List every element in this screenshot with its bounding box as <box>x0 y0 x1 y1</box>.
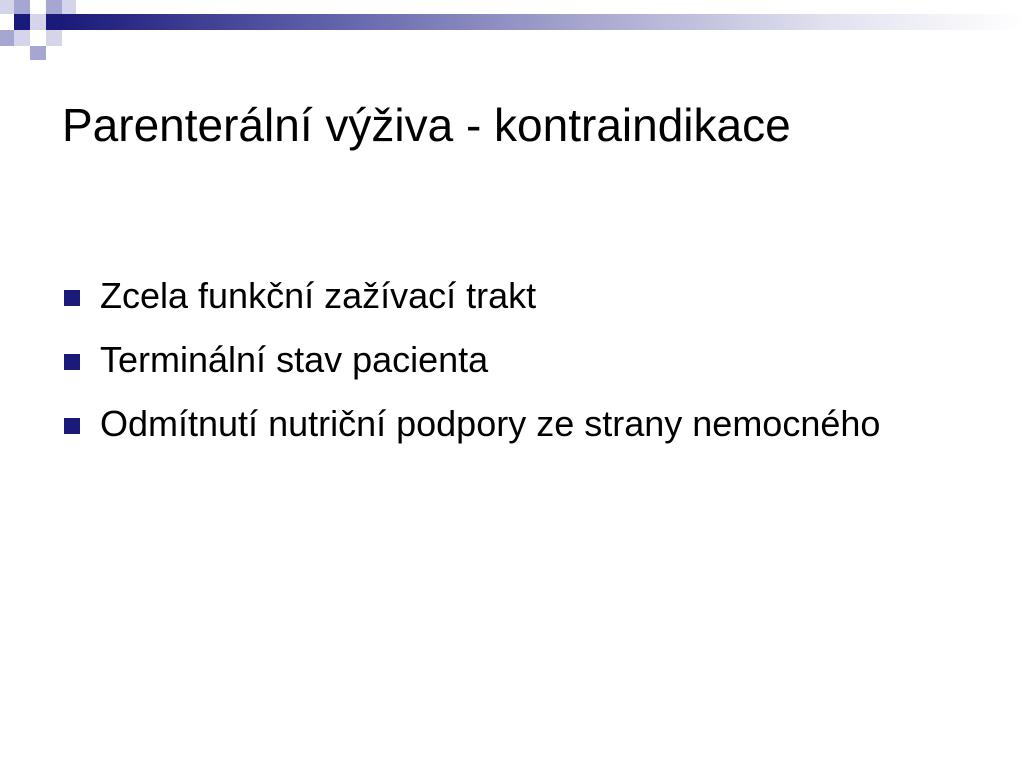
square-bullet-icon <box>64 418 80 434</box>
deco-square <box>46 0 62 14</box>
square-bullet-icon <box>64 354 80 370</box>
square-bullet-icon <box>64 290 80 306</box>
deco-square <box>0 0 14 14</box>
deco-square <box>30 14 46 30</box>
deco-square <box>14 14 30 30</box>
header-gradient-bar <box>62 14 1024 30</box>
deco-square <box>62 0 76 14</box>
bullet-list <box>62 272 962 464</box>
deco-square <box>0 30 14 46</box>
deco-square <box>14 30 30 46</box>
bullet-text: Terminální stav pacienta <box>100 339 489 380</box>
deco-square <box>46 14 62 30</box>
deco-square <box>46 30 62 46</box>
deco-square <box>30 46 46 60</box>
bullet-text: Odmítnutí nutriční podpory ze strany nemocného <box>100 403 881 444</box>
bullet-item <box>62 272 962 320</box>
deco-square <box>14 0 30 14</box>
bullet-item <box>62 336 962 384</box>
bullet-item <box>62 400 962 448</box>
header-decoration <box>0 0 1024 64</box>
slide-title: Parenterální výživa - kontraindikace <box>62 99 791 151</box>
bullet-text: Zcela funkční zažívací trakt <box>100 275 537 316</box>
